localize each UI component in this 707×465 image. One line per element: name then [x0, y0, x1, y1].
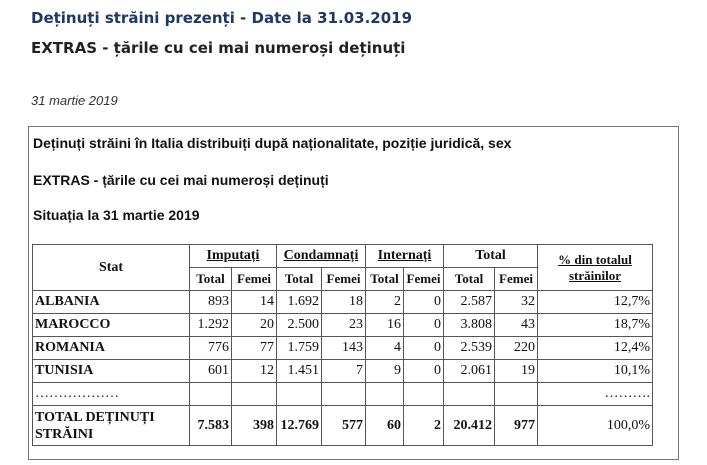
value-cell: 0	[404, 360, 444, 383]
value-cell: 4	[366, 337, 404, 360]
value-cell: 893	[190, 291, 232, 314]
empty-cell	[404, 383, 444, 406]
total-value-cell: 577	[322, 406, 366, 446]
value-cell: 2.539	[444, 337, 495, 360]
empty-cell	[232, 383, 277, 406]
pct-cell: 12,7%	[538, 291, 653, 314]
country-name: ROMANIA	[33, 337, 190, 360]
value-cell: 1.292	[190, 314, 232, 337]
group-header-total: Total	[444, 245, 538, 268]
subheader-1: Femei	[232, 268, 277, 291]
value-cell: 16	[366, 314, 404, 337]
country-name: TUNISIA	[33, 360, 190, 383]
table-row	[33, 291, 653, 314]
value-cell: 0	[404, 337, 444, 360]
stat-header: Stat	[33, 245, 190, 291]
value-cell: 2.061	[444, 360, 495, 383]
empty-cell	[366, 383, 404, 406]
table-row	[33, 360, 653, 383]
ellipsis-left: ………………	[33, 383, 190, 406]
value-cell: 776	[190, 337, 232, 360]
empty-cell	[444, 383, 495, 406]
empty-cell	[190, 383, 232, 406]
page-title: Deținuți străini prezenți - Date la 31.03.2019	[31, 9, 413, 27]
empty-cell	[495, 383, 538, 406]
total-value-cell: 977	[495, 406, 538, 446]
value-cell: 0	[404, 314, 444, 337]
page-subtitle: EXTRAS - țările cu cei mai numeroși deținuți	[31, 39, 406, 57]
total-row	[33, 406, 653, 446]
total-value-cell: 2	[404, 406, 444, 446]
value-cell: 7	[322, 360, 366, 383]
value-cell: 2.587	[444, 291, 495, 314]
total-value-cell: 60	[366, 406, 404, 446]
pct-cell: 18,7%	[538, 314, 653, 337]
value-cell: 0	[404, 291, 444, 314]
country-name: ALBANIA	[33, 291, 190, 314]
subheader-5: Femei	[404, 268, 444, 291]
pct-header: % din totalul străinilor	[538, 245, 653, 291]
pct-cell: 10,1%	[538, 360, 653, 383]
country-name: MAROCCO	[33, 314, 190, 337]
group-header-condamnati: Condamnați	[277, 245, 366, 268]
value-cell: 3.808	[444, 314, 495, 337]
subheader-0: Total	[190, 268, 232, 291]
total-value-cell: 398	[232, 406, 277, 446]
value-cell: 23	[322, 314, 366, 337]
table-row	[33, 314, 653, 337]
table-row	[33, 337, 653, 360]
subheader-6: Total	[444, 268, 495, 291]
ellipsis-right: ……….	[538, 383, 653, 406]
value-cell: 20	[232, 314, 277, 337]
value-cell: 1.759	[277, 337, 322, 360]
value-cell: 1.451	[277, 360, 322, 383]
box-heading: Deținuți străini în Italia distribuiți după naționalitate, poziție juridică, sex	[33, 135, 512, 151]
value-cell: 12	[232, 360, 277, 383]
total-value-cell: 12.769	[277, 406, 322, 446]
pct-cell: 12,4%	[538, 337, 653, 360]
table-body	[33, 291, 653, 446]
date-line: 31 martie 2019	[31, 93, 118, 108]
subheader-3: Femei	[322, 268, 366, 291]
prisoners-table	[32, 244, 653, 446]
total-label: TOTAL DEȚINUȚI STRĂINI	[33, 406, 190, 446]
total-value-cell: 20.412	[444, 406, 495, 446]
box-extract: EXTRAS - țările cu cei mai numeroși deținuți	[33, 172, 329, 188]
value-cell: 32	[495, 291, 538, 314]
group-header-imputati: Imputați	[190, 245, 277, 268]
value-cell: 1.692	[277, 291, 322, 314]
value-cell: 9	[366, 360, 404, 383]
value-cell: 77	[232, 337, 277, 360]
empty-cell	[322, 383, 366, 406]
subheader-7: Femei	[495, 268, 538, 291]
value-cell: 43	[495, 314, 538, 337]
value-cell: 2	[366, 291, 404, 314]
total-pct-cell: 100,0%	[538, 406, 653, 446]
empty-cell	[277, 383, 322, 406]
value-cell: 18	[322, 291, 366, 314]
value-cell: 2.500	[277, 314, 322, 337]
value-cell: 14	[232, 291, 277, 314]
group-header-internati: Internați	[366, 245, 444, 268]
value-cell: 19	[495, 360, 538, 383]
total-value-cell: 7.583	[190, 406, 232, 446]
value-cell: 601	[190, 360, 232, 383]
value-cell: 143	[322, 337, 366, 360]
subheader-4: Total	[366, 268, 404, 291]
box-situation: Situația la 31 martie 2019	[33, 207, 200, 223]
subheader-2: Total	[277, 268, 322, 291]
ellipsis-row	[33, 383, 653, 406]
value-cell: 220	[495, 337, 538, 360]
